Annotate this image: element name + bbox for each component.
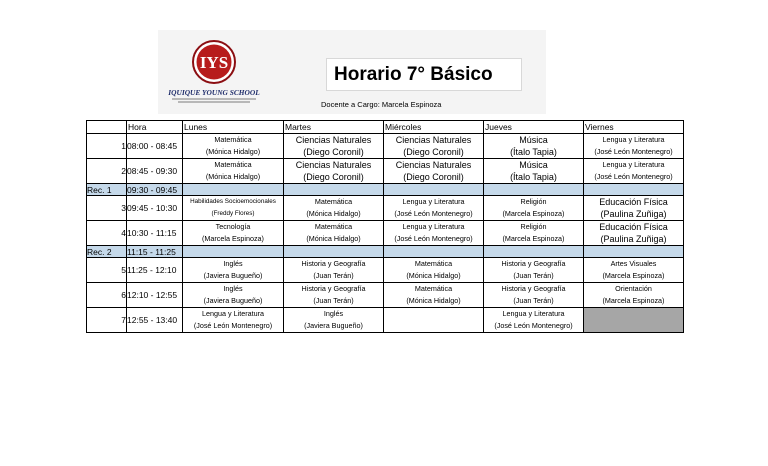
class-cell <box>584 258 684 283</box>
teacher-name: (Javiera Bugueño) <box>203 271 263 280</box>
teacher-name: (Mónica Hidalgo) <box>306 234 361 243</box>
period-time: 12:55 - 13:40 <box>127 308 183 333</box>
class-cell <box>384 221 484 246</box>
period-number: 5 <box>87 258 127 283</box>
class-cell <box>284 159 384 184</box>
subject-name: Matemática <box>314 197 353 206</box>
subject-name: Religión <box>520 222 547 231</box>
class-cell <box>584 196 684 221</box>
period-row <box>87 258 684 283</box>
class-cell <box>384 258 484 283</box>
empty-slot <box>384 308 484 333</box>
break-cell <box>183 184 284 196</box>
break-cell <box>584 246 684 258</box>
teacher-name: (Marcela Espinoza) <box>502 234 565 243</box>
school-logo <box>168 38 260 110</box>
subject-name: Matemática <box>414 284 453 293</box>
subject-name: Ciencias Naturales <box>395 135 472 145</box>
column-header: Martes <box>284 121 384 134</box>
break-label: Rec. 2 <box>87 246 127 258</box>
class-cell <box>584 134 684 159</box>
class-cell <box>284 258 384 283</box>
period-time: 12:10 - 12:55 <box>127 283 183 308</box>
column-header: Hora <box>127 121 183 134</box>
teacher-name: (José León Montenegro) <box>193 321 273 330</box>
subject-name: Artes Visuales <box>610 259 657 268</box>
teacher-name: (José León Montenegro) <box>494 321 573 330</box>
subject-name: Matemática <box>314 222 353 231</box>
subject-name: Matemática <box>214 160 252 169</box>
teacher-name: (Diego Coronil) <box>403 172 464 182</box>
subject-name: Lengua y Literatura <box>402 222 465 231</box>
period-time: 08:00 - 08:45 <box>127 134 183 159</box>
subject-name: Música <box>519 135 548 145</box>
subject-name: Inglés <box>223 259 243 268</box>
subject-name: Ciencias Naturales <box>295 160 372 170</box>
teacher-name: (José León Montenegro) <box>594 147 673 156</box>
class-cell <box>384 159 484 184</box>
schedule-table <box>86 120 684 333</box>
period-time: 09:45 - 10:30 <box>127 196 183 221</box>
subject-name: Ciencias Naturales <box>295 135 372 145</box>
class-cell <box>183 283 284 308</box>
class-cell <box>384 134 484 159</box>
teacher-name: (Juan Terán) <box>313 271 354 280</box>
period-number: 2 <box>87 159 127 184</box>
subject-name: Inglés <box>323 309 344 318</box>
period-number: 3 <box>87 196 127 221</box>
teacher-name: (Paulina Zuñiga) <box>600 234 667 244</box>
teacher-name: (Marcela Espinoza) <box>502 209 565 218</box>
class-cell <box>284 308 384 333</box>
column-header: Miércoles <box>384 121 484 134</box>
teacher-name: (Mónica Hidalgo) <box>306 209 361 218</box>
class-cell <box>284 283 384 308</box>
column-header <box>87 121 127 134</box>
teacher-name: (Mónica Hidalgo) <box>406 271 461 280</box>
teacher-name: (Ítalo Tapia) <box>510 172 557 182</box>
column-header: Lunes <box>183 121 284 134</box>
class-cell <box>484 221 584 246</box>
class-cell <box>484 134 584 159</box>
subject-name: Historia y Geografía <box>501 284 566 293</box>
break-row <box>87 184 684 196</box>
subject-name: Historia y Geografía <box>301 284 366 293</box>
subject-name: Habilidades Socioemocionales <box>190 198 276 205</box>
subject-name: Historia y Geografía <box>301 259 366 268</box>
break-time: 11:15 - 11:25 <box>127 246 183 258</box>
class-cell <box>183 159 284 184</box>
teacher-name: (Diego Coronil) <box>303 172 364 182</box>
teacher-name: (Diego Coronil) <box>403 147 464 157</box>
class-cell <box>284 221 384 246</box>
subject-name: Lengua y Literatura <box>602 160 665 169</box>
class-cell <box>584 283 684 308</box>
break-cell <box>284 184 384 196</box>
break-cell <box>484 246 584 258</box>
teacher-name: (Juan Terán) <box>313 296 354 305</box>
break-cell <box>284 246 384 258</box>
class-cell <box>183 134 284 159</box>
subject-name: Matemática <box>414 259 453 268</box>
period-time: 10:30 - 11:15 <box>127 221 183 246</box>
page-title: Horario 7° Básico <box>326 58 522 91</box>
class-cell <box>183 196 284 221</box>
class-cell <box>384 196 484 221</box>
column-header: Viernes <box>584 121 684 134</box>
break-cell <box>183 246 284 258</box>
break-cell <box>384 246 484 258</box>
class-cell <box>584 221 684 246</box>
class-cell <box>183 221 284 246</box>
period-number: 1 <box>87 134 127 159</box>
teacher-name: (Mónica Hidalgo) <box>205 172 261 181</box>
column-header: Jueves <box>484 121 584 134</box>
teacher-name: (Marcela Espinoza) <box>602 271 665 280</box>
subject-name: Matemática <box>214 135 252 144</box>
break-cell <box>384 184 484 196</box>
teacher-name: (Javiera Bugueño) <box>203 296 263 305</box>
teacher-name: (Paulina Zuñiga) <box>600 209 667 219</box>
teacher-name: (Juan Terán) <box>513 296 554 305</box>
subject-name: Orientación <box>615 284 652 293</box>
teacher-in-charge: Docente a Cargo: Marcela Espinoza <box>321 100 442 109</box>
break-cell <box>584 184 684 196</box>
subject-name: Lengua y Literatura <box>402 197 465 206</box>
class-cell <box>484 196 584 221</box>
period-time: 11:25 - 12:10 <box>127 258 183 283</box>
break-label: Rec. 1 <box>87 184 127 196</box>
teacher-name: (Juan Terán) <box>513 271 554 280</box>
period-row <box>87 196 684 221</box>
teacher-name: (Ítalo Tapia) <box>510 147 557 157</box>
period-row <box>87 308 684 333</box>
period-number: 6 <box>87 283 127 308</box>
teacher-name: (Javiera Bugueño) <box>304 321 363 330</box>
class-cell <box>183 258 284 283</box>
subject-name: Lengua y Literatura <box>602 135 665 144</box>
subject-name: Educación Física <box>599 222 668 232</box>
class-cell <box>284 196 384 221</box>
class-cell <box>484 283 584 308</box>
subject-name: Ciencias Naturales <box>395 160 472 170</box>
class-cell <box>384 283 484 308</box>
subject-name: Historia y Geografía <box>501 259 566 268</box>
teacher-name: (José León Montenegro) <box>394 209 473 218</box>
class-cell <box>484 308 584 333</box>
subject-name: Tecnología <box>215 222 251 231</box>
teacher-name: (Freddy Flores) <box>211 210 255 217</box>
logo-school-name: IQUIQUE YOUNG SCHOOL <box>168 88 260 97</box>
period-row <box>87 221 684 246</box>
subject-name: Lengua y Literatura <box>502 309 565 318</box>
break-time: 09:30 - 09:45 <box>127 184 183 196</box>
teacher-name: (Marcela Espinoza) <box>202 234 264 243</box>
teacher-name: (Marcela Espinoza) <box>602 296 665 305</box>
break-row <box>87 246 684 258</box>
logo-letters: IYS <box>199 53 229 72</box>
period-row <box>87 159 684 184</box>
break-cell <box>484 184 584 196</box>
period-time: 08:45 - 09:30 <box>127 159 183 184</box>
class-cell <box>183 308 284 333</box>
teacher-name: (José León Montenegro) <box>394 234 473 243</box>
subject-name: Educación Física <box>599 197 668 207</box>
class-cell <box>584 159 684 184</box>
class-cell <box>484 258 584 283</box>
period-number: 4 <box>87 221 127 246</box>
subject-name: Música <box>519 160 548 170</box>
class-cell <box>484 159 584 184</box>
header-row <box>87 121 684 134</box>
period-number: 7 <box>87 308 127 333</box>
period-row <box>87 134 684 159</box>
teacher-name: (Diego Coronil) <box>303 147 364 157</box>
unused-slot <box>584 308 684 333</box>
subject-name: Religión <box>520 197 547 206</box>
subject-name: Lengua y Literatura <box>202 309 264 318</box>
subject-name: Inglés <box>223 284 243 293</box>
teacher-name: (Mónica Hidalgo) <box>406 296 461 305</box>
teacher-name: (José León Montenegro) <box>594 172 673 181</box>
period-row <box>87 283 684 308</box>
class-cell <box>284 134 384 159</box>
teacher-name: (Mónica Hidalgo) <box>205 147 261 156</box>
